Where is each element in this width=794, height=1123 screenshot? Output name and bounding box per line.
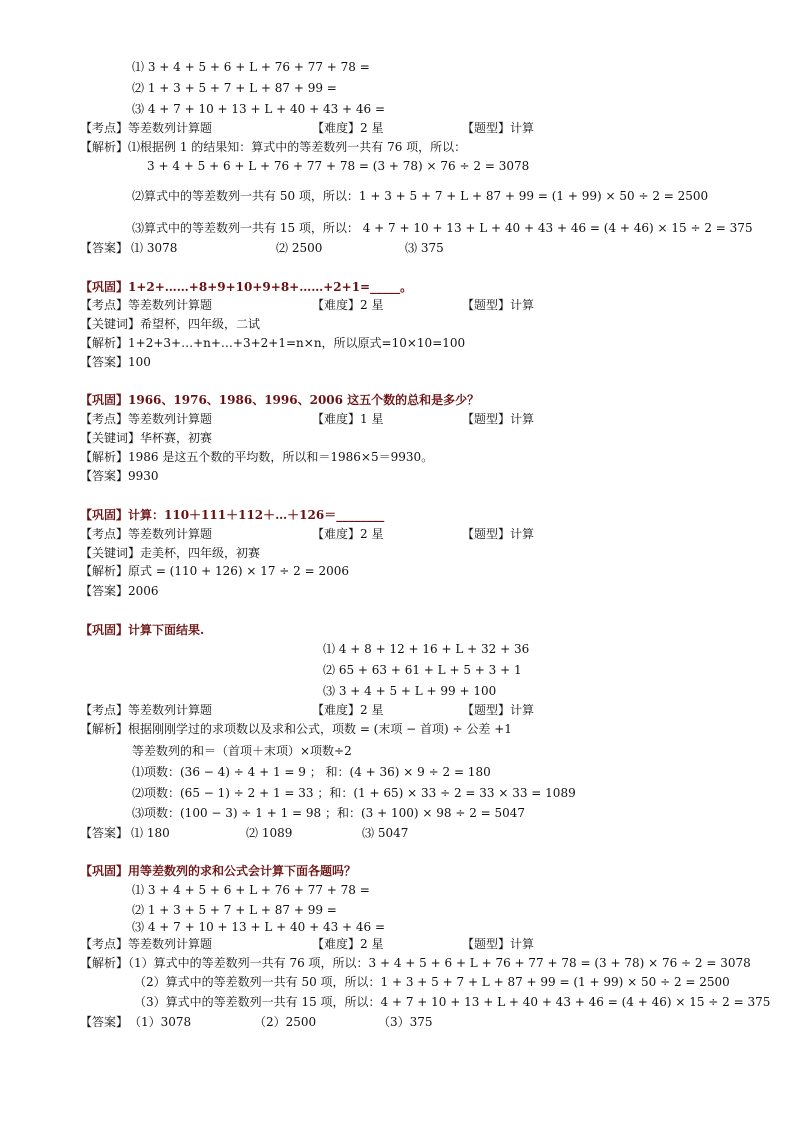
problem-2-title: 【巩固】1+2+……+8+9+10+9+8+……+2+1=_____。 — [80, 280, 413, 294]
problem-4-jiexi: 【解析】原式 = (110 + 126) × 17 ÷ 2 = 2006 — [80, 564, 350, 578]
problem-3-title: 【巩固】1966、1976、1986、1996、2006 这五个数的总和是多少？ — [80, 393, 480, 407]
problem-3-guanjianci: 【关键词】华杯赛，初赛 — [80, 431, 213, 445]
problem-6-q3: ⑶ 4 + 7 + 10 + 13 + L + 40 + 43 + 46 = — [132, 920, 386, 934]
problem-4-title: 【巩固】计算：110＋111＋112＋…＋126＝________ — [80, 508, 385, 522]
problem-5-daan-1: ⑴ 180 — [131, 826, 170, 840]
problem-6-nandu: 【难度】2 星 — [312, 937, 384, 951]
problem-1-jiexi-1: 【解析】⑴根据例 1 的结果知：算式中的等差数列一共有 76 项，所以： — [80, 140, 467, 154]
problem-6-q1: ⑴ 3 + 4 + 5 + 6 + L + 76 + 77 + 78 = — [132, 883, 370, 897]
problem-5-jiexi-formula: 等差数列的和＝（首项＋末项）×项数÷2 — [132, 744, 352, 758]
problem-4-nandu: 【难度】2 星 — [312, 527, 384, 541]
problem-3-nandu: 【难度】1 星 — [312, 412, 384, 426]
problem-5-q1: ⑴ 4 + 8 + 12 + 16 + L + 32 + 36 — [323, 642, 530, 656]
problem-3-jiexi: 【解析】1986 是这五个数的平均数，所以和＝1986×5＝9930。 — [80, 450, 434, 464]
problem-5-tixing: 【题型】计算 — [462, 703, 535, 717]
problem-6-daan-3: （3）375 — [378, 1015, 433, 1029]
problem-5-jiexi-3: ⑶项数：(100 − 3) ÷ 1 + 1 = 98 ；和：(3 + 100) × 98 ÷ 2 = 5047 — [132, 806, 526, 820]
problem-1-daan-1: ⑴ 3078 — [131, 241, 178, 255]
problem-1-daan-2: ⑵ 2500 — [276, 241, 323, 255]
problem-3-daan: 【答案】9930 — [80, 469, 159, 483]
problem-4-daan: 【答案】2006 — [80, 584, 159, 598]
problem-6-daan-1: （1）3078 — [129, 1015, 192, 1029]
problem-5-kaodian: 【考点】等差数列计算题 — [80, 703, 213, 717]
problem-1-daan-label: 【答案】 — [80, 241, 129, 255]
problem-6-title: 【巩固】用等差数列的求和公式会计算下面各题吗？ — [80, 864, 357, 878]
problem-6-q2: ⑵ 1 + 3 + 5 + 7 + L + 87 + 99 = — [132, 903, 337, 917]
problem-2-tixing: 【题型】计算 — [462, 298, 535, 312]
problem-1-q2: ⑵ 1 + 3 + 5 + 7 + L + 87 + 99 = — [132, 81, 337, 95]
problem-5-jiexi-1: ⑴项数：(36 − 4) ÷ 4 + 1 = 9 ； 和：(4 + 36) × 9 ÷ 2 = 180 — [132, 765, 491, 779]
problem-5-daan-label: 【答案】 — [80, 826, 129, 840]
problem-1-jiexi-2: ⑵算式中的等差数列一共有 50 项，所以：1 + 3 + 5 + 7 + L + 87 + 99 = (1 + 99) × 50 ÷ 2 = 2500 — [132, 189, 709, 203]
problem-4-guanjianci: 【关键词】走美杯，四年级，初赛 — [80, 546, 261, 560]
problem-1-nandu: 【难度】2 星 — [312, 121, 384, 135]
problem-6-jiexi-1: 【解析】（1）算式中的等差数列一共有 76 项，所以：3 + 4 + 5 + 6 + L + 76 + 77 + 78 = (3 + 78) × 76 ÷ 2 = 3078 — [80, 956, 751, 970]
problem-5-q2: ⑵ 65 + 63 + 61 + L + 5 + 3 + 1 — [323, 663, 522, 677]
problem-6-tixing: 【题型】计算 — [462, 937, 535, 951]
problem-1-jiexi-1b: 3 + 4 + 5 + 6 + L + 76 + 77 + 78 = (3 + 78) × 76 ÷ 2 = 3078 — [147, 159, 530, 173]
problem-5-daan-2: ⑵ 1089 — [246, 826, 293, 840]
problem-5-daan-3: ⑶ 5047 — [362, 826, 409, 840]
problem-2-nandu: 【难度】2 星 — [312, 298, 384, 312]
problem-2-guanjianci: 【关键词】希望杯，四年级，二试 — [80, 317, 261, 331]
problem-1-daan-3: ⑶ 375 — [405, 241, 444, 255]
problem-6-kaodian: 【考点】等差数列计算题 — [80, 937, 213, 951]
problem-1-jiexi-3: ⑶算式中的等差数列一共有 15 项，所以： 4 + 7 + 10 + 13 + L + 40 + 43 + 46 = (4 + 46) × 15 ÷ 2 = 375 — [132, 221, 753, 235]
problem-2-kaodian: 【考点】等差数列计算题 — [80, 298, 213, 312]
problem-5-title: 【巩固】计算下面结果. — [80, 623, 205, 637]
problem-3-kaodian: 【考点】等差数列计算题 — [80, 412, 213, 426]
problem-1-kaodian: 【考点】等差数列计算题 — [80, 121, 213, 135]
problem-4-kaodian: 【考点】等差数列计算题 — [80, 527, 213, 541]
problem-5-jiexi-2: ⑵项数：(65 − 1) ÷ 2 + 1 = 33 ；和：(1 + 65) × 33 ÷ 2 = 33 × 33 = 1089 — [132, 786, 576, 800]
problem-6-daan-2: （2）2500 — [254, 1015, 317, 1029]
problem-2-daan: 【答案】100 — [80, 355, 151, 369]
problem-1-q1: ⑴ 3 + 4 + 5 + 6 + L + 76 + 77 + 78 = — [132, 60, 370, 74]
problem-5-jiexi: 【解析】根据刚刚学过的求项数以及求和公式，项数 = (末项 − 首项) ÷ 公差 +1 — [80, 722, 512, 736]
problem-5-nandu: 【难度】2 星 — [312, 703, 384, 717]
problem-1-q3: ⑶ 4 + 7 + 10 + 13 + L + 40 + 43 + 46 = — [132, 102, 386, 116]
problem-2-jiexi: 【解析】1+2+3+…+n+…+3+2+1=n×n，所以原式=10×10=100 — [80, 336, 466, 350]
problem-3-tixing: 【题型】计算 — [462, 412, 535, 426]
problem-6-jiexi-2: （2）算式中的等差数列一共有 50 项，所以：1 + 3 + 5 + 7 + L + 87 + 99 = (1 + 99) × 50 ÷ 2 = 2500 — [134, 975, 730, 989]
problem-1-tixing: 【题型】计算 — [462, 121, 535, 135]
problem-4-tixing: 【题型】计算 — [462, 527, 535, 541]
problem-6-daan-label: 【答案】 — [80, 1015, 129, 1029]
problem-6-jiexi-3: （3）算式中的等差数列一共有 15 项，所以：4 + 7 + 10 + 13 + L + 40 + 43 + 46 = (4 + 46) × 15 ÷ 2 = 375 — [134, 995, 771, 1009]
problem-5-q3: ⑶ 3 + 4 + 5 + L + 99 + 100 — [323, 684, 497, 698]
